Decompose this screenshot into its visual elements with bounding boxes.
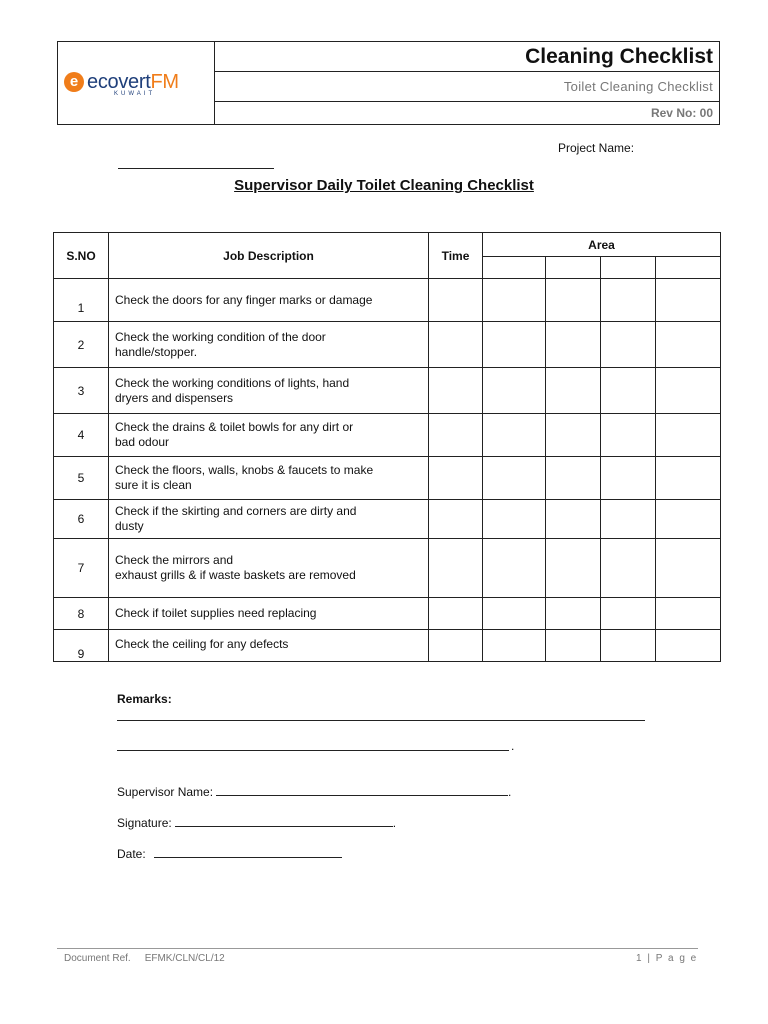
- checklist-row: [54, 598, 721, 630]
- area-col-4: [656, 257, 721, 279]
- area-col-1: [483, 257, 546, 279]
- row-area-3-cell[interactable]: [601, 630, 656, 662]
- row-area-4-cell[interactable]: [656, 279, 721, 322]
- project-name-line[interactable]: [118, 168, 274, 169]
- row-area-4-cell[interactable]: [656, 500, 721, 539]
- checklist-row: [54, 368, 721, 414]
- header-area: Area: [483, 233, 721, 257]
- row-sno: 1: [54, 279, 109, 322]
- row-area-4-cell[interactable]: [656, 322, 721, 368]
- row-sno: 9: [54, 630, 109, 662]
- checklist-row: [54, 539, 721, 598]
- date-field[interactable]: [117, 847, 342, 861]
- logo-e-icon: e: [64, 72, 84, 92]
- remarks-line-2[interactable]: [117, 750, 509, 751]
- logo-subtext: KUWAIT: [114, 91, 156, 97]
- logo-cell: [58, 42, 215, 124]
- row-sno: 3: [54, 368, 109, 414]
- checklist-row: [54, 322, 721, 368]
- row-area-2-cell[interactable]: [546, 630, 601, 662]
- row-time-cell[interactable]: [429, 630, 483, 662]
- row-area-1-cell[interactable]: [483, 414, 546, 457]
- header-subtitle: Toilet Cleaning Checklist: [214, 72, 719, 102]
- checklist-title: Supervisor Daily Toilet Cleaning Checklist: [234, 177, 534, 194]
- row-area-1-cell[interactable]: [483, 368, 546, 414]
- header-time: Time: [429, 233, 483, 279]
- row-area-4-cell[interactable]: [656, 598, 721, 630]
- remarks-label: Remarks:: [117, 692, 172, 706]
- row-area-4-cell[interactable]: [656, 368, 721, 414]
- company-logo: [64, 72, 179, 92]
- row-job-description: Check the doors for any finger marks or damage: [109, 279, 429, 322]
- row-area-3-cell[interactable]: [601, 598, 656, 630]
- row-time-cell[interactable]: [429, 414, 483, 457]
- date-line[interactable]: [154, 847, 342, 858]
- row-area-4-cell[interactable]: [656, 457, 721, 500]
- row-time-cell[interactable]: [429, 598, 483, 630]
- supervisor-end-dot: .: [508, 785, 512, 799]
- row-area-1-cell[interactable]: [483, 322, 546, 368]
- row-job-description: Check if the skirting and corners are dirty and dusty: [109, 500, 429, 539]
- document-header: [57, 41, 720, 125]
- remarks-line-1[interactable]: [117, 720, 645, 721]
- row-area-2-cell[interactable]: [546, 598, 601, 630]
- row-sno: 7: [54, 539, 109, 598]
- row-area-3-cell[interactable]: [601, 539, 656, 598]
- row-sno: 6: [54, 500, 109, 539]
- signature-label: Signature:: [117, 816, 172, 830]
- remarks-end-dot: .: [511, 739, 515, 753]
- row-area-1-cell[interactable]: [483, 598, 546, 630]
- checklist-row: [54, 279, 721, 322]
- row-area-1-cell[interactable]: [483, 630, 546, 662]
- row-area-3-cell[interactable]: [601, 368, 656, 414]
- row-area-1-cell[interactable]: [483, 279, 546, 322]
- checklist-row: [54, 630, 721, 662]
- footer-rule: [57, 948, 698, 949]
- footer-doc-ref: [64, 953, 225, 964]
- row-area-2-cell[interactable]: [546, 539, 601, 598]
- area-col-3: [601, 257, 656, 279]
- row-area-3-cell[interactable]: [601, 457, 656, 500]
- project-name-label: Project Name:: [558, 141, 635, 155]
- signature-line[interactable]: [175, 816, 393, 827]
- row-area-2-cell[interactable]: [546, 368, 601, 414]
- revision-number: Rev No: 00: [650, 106, 713, 120]
- row-job-description: Check the ceiling for any defects: [109, 630, 429, 662]
- row-area-4-cell[interactable]: [656, 414, 721, 457]
- row-sno: 5: [54, 457, 109, 500]
- row-area-3-cell[interactable]: [601, 322, 656, 368]
- checklist-row: [54, 414, 721, 457]
- row-area-3-cell[interactable]: [601, 279, 656, 322]
- signature-end-dot: .: [392, 816, 397, 830]
- checklist-row: [54, 500, 721, 539]
- page-number: 1 | P a g e: [636, 953, 698, 964]
- row-time-cell[interactable]: [429, 322, 483, 368]
- row-time-cell[interactable]: [429, 457, 483, 500]
- row-area-2-cell[interactable]: [546, 322, 601, 368]
- logo-part2: FM: [150, 71, 179, 93]
- row-sno: 2: [54, 322, 109, 368]
- row-area-4-cell[interactable]: [656, 539, 721, 598]
- row-sno: 8: [54, 598, 109, 630]
- row-job-description: Check the working condition of the door handle/stopper.: [109, 322, 429, 368]
- row-area-2-cell[interactable]: [546, 279, 601, 322]
- row-area-3-cell[interactable]: [601, 414, 656, 457]
- row-time-cell[interactable]: [429, 368, 483, 414]
- header-info: [214, 42, 719, 124]
- doc-ref-label: Document Ref.: [64, 953, 131, 964]
- row-area-1-cell[interactable]: [483, 539, 546, 598]
- checklist-table: [53, 232, 721, 662]
- doc-ref-value: EFMK/CLN/CL/12: [144, 953, 225, 964]
- header-title: Cleaning Checklist: [214, 42, 719, 72]
- area-col-2: [546, 257, 601, 279]
- row-time-cell[interactable]: [429, 539, 483, 598]
- checklist-body: [54, 279, 721, 662]
- row-job-description: Check the drains & toilet bowls for any dirt or bad odour: [109, 414, 429, 457]
- header-job-description: Job Description: [109, 233, 429, 279]
- supervisor-name-line[interactable]: [216, 785, 508, 796]
- row-time-cell[interactable]: [429, 279, 483, 322]
- row-job-description: Check the floors, walls, knobs & faucets to make sure it is clean: [109, 457, 429, 500]
- date-label: Date:: [117, 847, 146, 861]
- checklist-row: [54, 457, 721, 500]
- logo-part1: ecovert: [87, 71, 151, 93]
- row-time-cell[interactable]: [429, 500, 483, 539]
- supervisor-name-label: Supervisor Name:: [117, 785, 214, 799]
- row-area-1-cell[interactable]: [483, 500, 546, 539]
- signature-field[interactable]: [117, 816, 396, 830]
- row-area-2-cell[interactable]: [546, 500, 601, 539]
- row-job-description: Check the working conditions of lights, hand dryers and dispensers: [109, 368, 429, 414]
- row-area-2-cell[interactable]: [546, 457, 601, 500]
- row-area-3-cell[interactable]: [601, 500, 656, 539]
- row-area-2-cell[interactable]: [546, 414, 601, 457]
- logo-text: [87, 72, 179, 92]
- row-job-description: Check the mirrors and exhaust grills & if waste baskets are removed: [109, 539, 429, 598]
- supervisor-name-field[interactable]: [117, 785, 511, 799]
- header-sno: S.NO: [54, 233, 109, 279]
- row-area-4-cell[interactable]: [656, 630, 721, 662]
- row-sno: 4: [54, 414, 109, 457]
- row-area-1-cell[interactable]: [483, 457, 546, 500]
- row-job-description: Check if toilet supplies need replacing: [109, 598, 429, 630]
